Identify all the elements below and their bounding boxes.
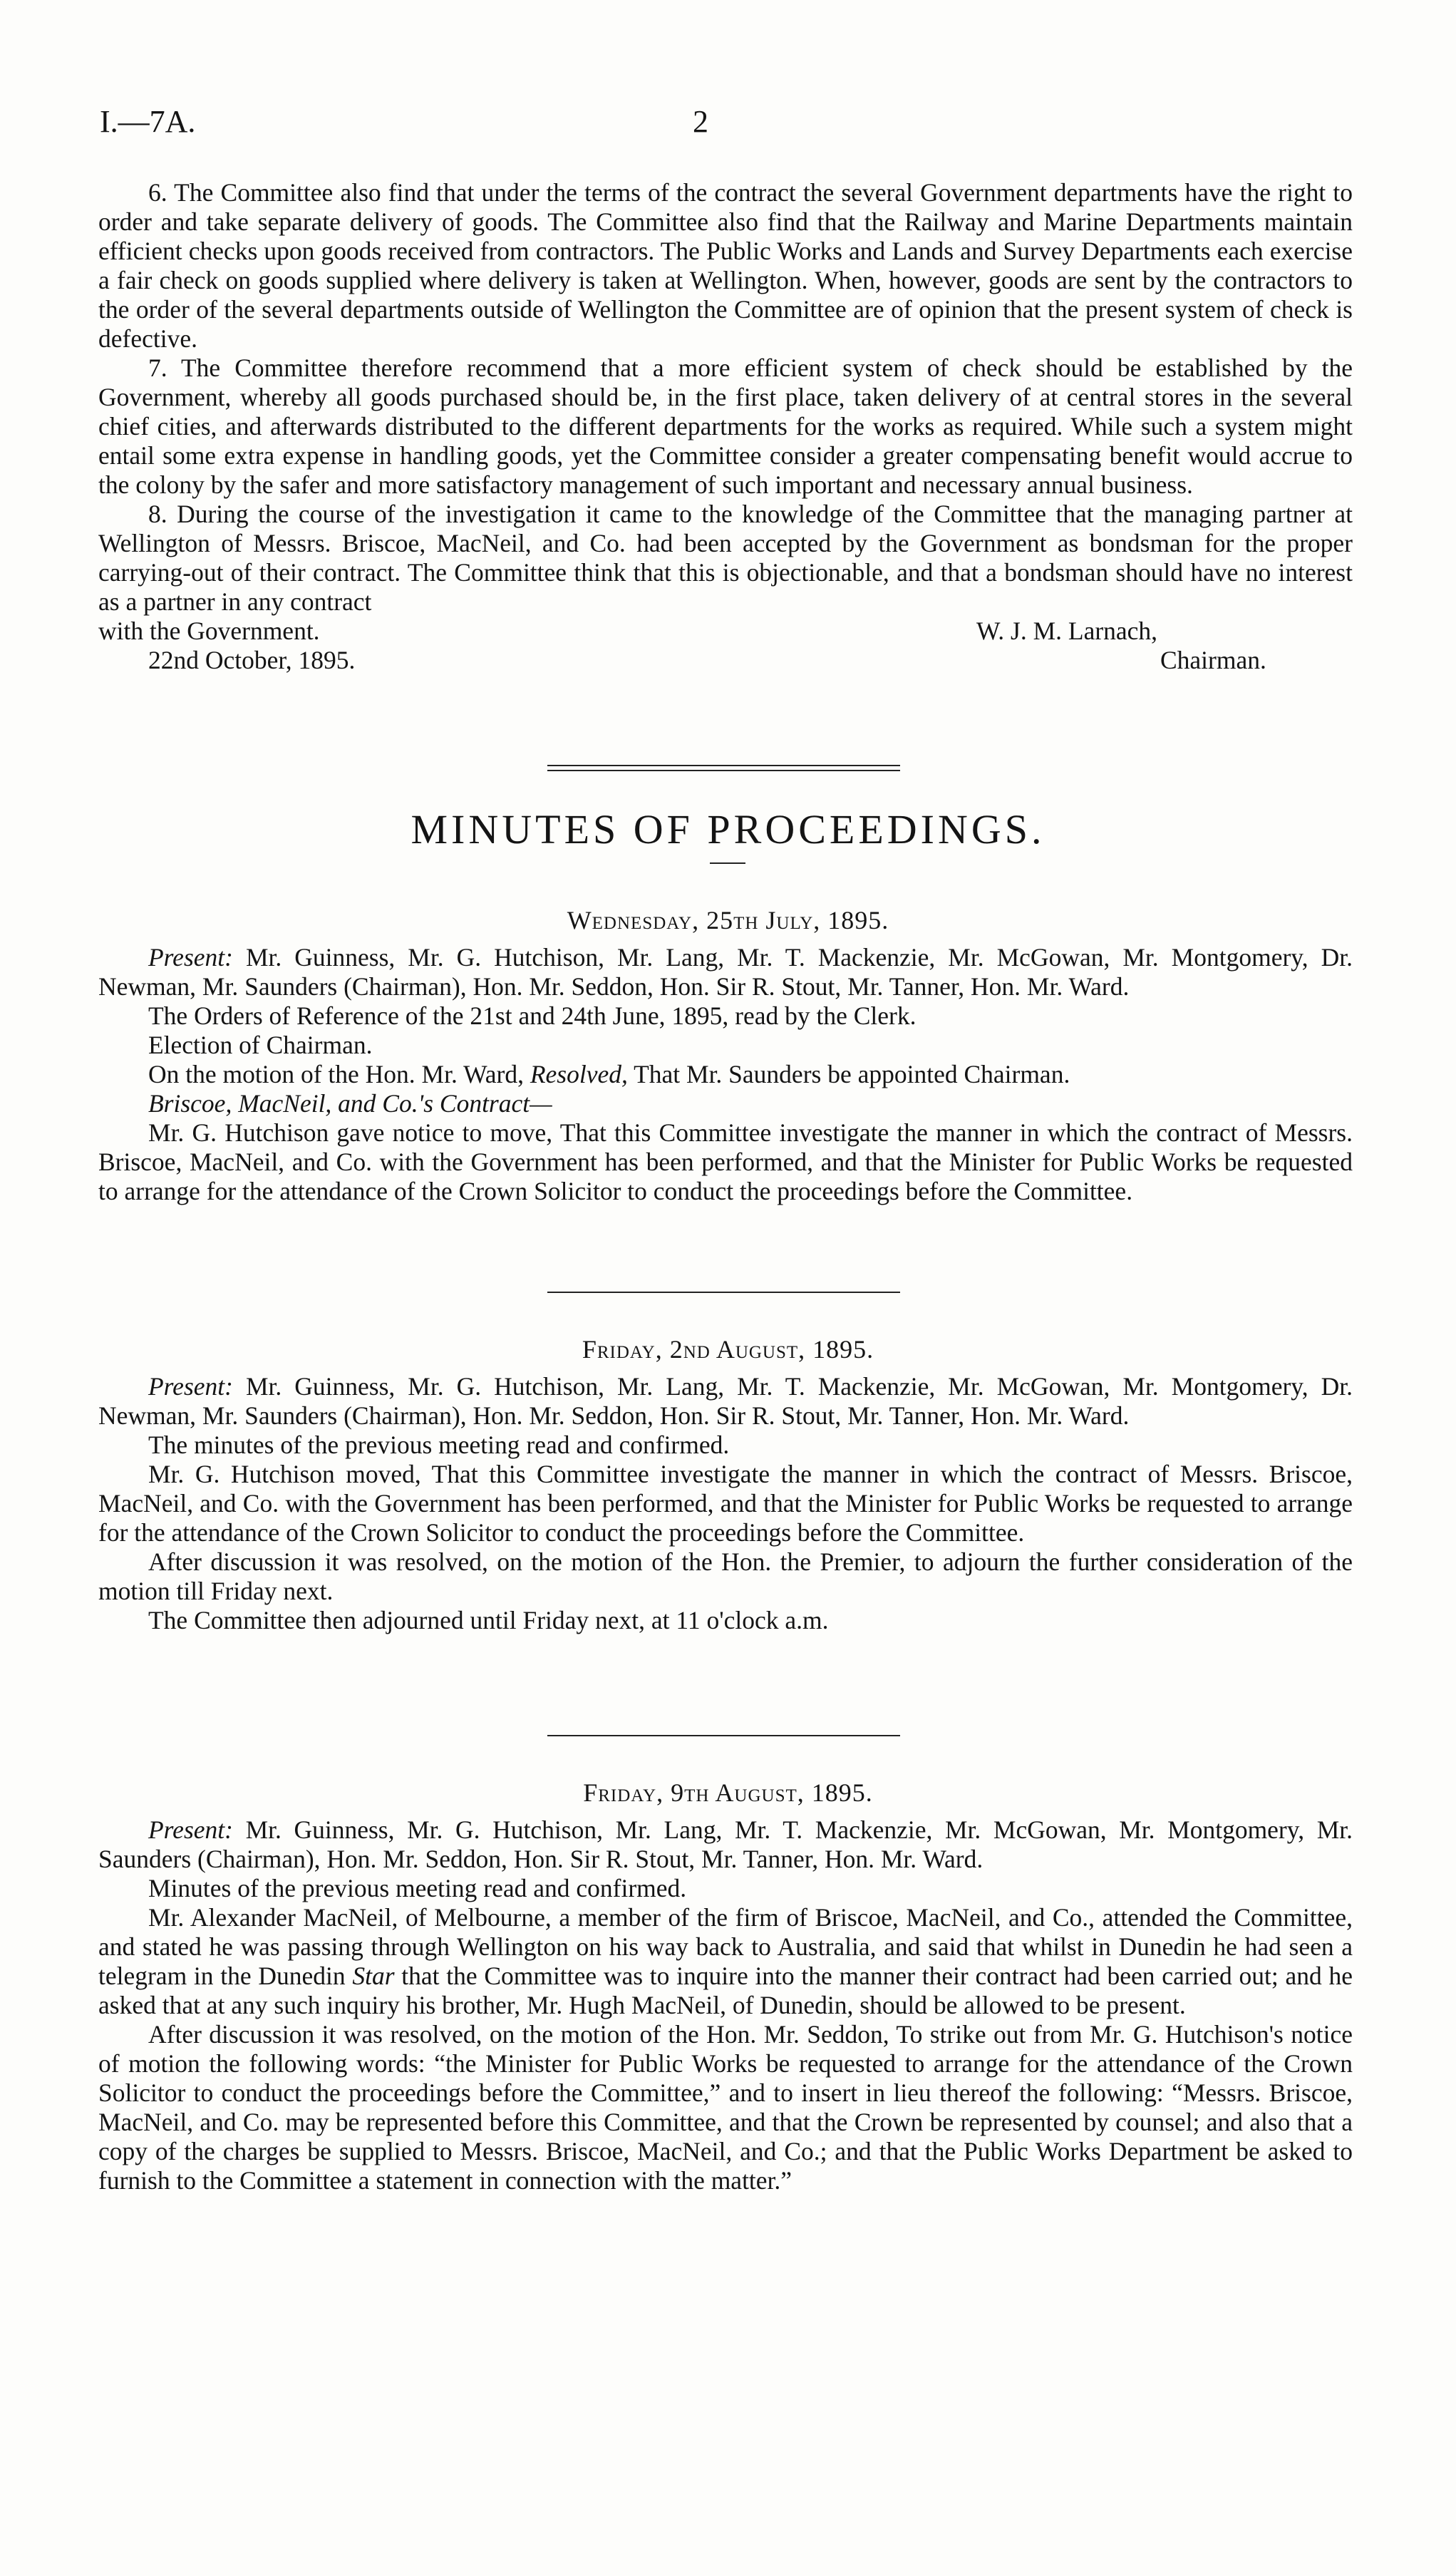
session-date: Friday, 2nd August, 1895. bbox=[582, 1335, 874, 1364]
minute-entry: Mr. G. Hutchison moved, That this Committee investigate the manner in which the contract of Messrs. Briscoe, MacNeil, and Co. with the Government has been performed, and that the Minister for Public Works be requested to arrange for the attendance of the Crown Solicitor to conduct the proceedings before the Committee. bbox=[98, 1460, 1353, 1547]
present-label: Present: bbox=[148, 1372, 233, 1401]
session-date: Friday, 9th August, 1895. bbox=[583, 1778, 873, 1807]
minutes-title: MINUTES OF PROCEEDINGS. bbox=[411, 806, 1045, 852]
session-divider bbox=[547, 1735, 900, 1736]
report-section bbox=[98, 178, 1353, 675]
newspaper-name: Star bbox=[352, 1962, 395, 1990]
session-2 bbox=[98, 1372, 1353, 1635]
minute-entry: The Orders of Reference of the 21st and 24th June, 1895, read by the Clerk. bbox=[148, 1001, 917, 1030]
parliamentary-paper-ref: I.—7A. bbox=[100, 104, 196, 139]
minute-entry bbox=[98, 1903, 1353, 2020]
closing-line bbox=[98, 617, 1353, 646]
minute-entry: Minutes of the previous meeting read and confirmed. bbox=[148, 1874, 687, 1902]
minute-entry: The Committee then adjourned until Friday next, at 11 o'clock a.m. bbox=[148, 1606, 829, 1634]
minute-text: Mr. Alexander MacNeil, of Melbourne, a member of the firm of Briscoe, MacNeil, and Co., attended the Committee, and stated he was passing through Wellington on his way back to Australia, and said that whilst in Dunedin he had seen a telegram in the Dunedin bbox=[98, 1903, 1353, 1990]
present-members: Mr. Guinness, Mr. G. Hutchison, Mr. Lang, Mr. T. Mackenzie, Mr. McGowan, Mr. Montgomery, Dr. Newman, Mr. Saunders (Chairman), Hon. Mr. Seddon, Hon. Sir R. Stout, Mr. Tanner, Hon. Mr. Ward. bbox=[98, 943, 1353, 1001]
session-divider bbox=[547, 1292, 900, 1293]
title-underline bbox=[710, 862, 745, 864]
attendance bbox=[98, 1815, 1353, 1874]
minute-entry: After discussion it was resolved, on the motion of the Hon. the Premier, to adjourn the further consideration of the motion till Friday next. bbox=[98, 1547, 1353, 1605]
closing-text: with the Government. bbox=[98, 617, 320, 645]
minute-entry bbox=[98, 1060, 1353, 1089]
minute-entry: Election of Chairman. bbox=[148, 1031, 373, 1059]
minute-entry: Mr. G. Hutchison gave notice to move, That this Committee investigate the manner in which the contract of Messrs. Briscoe, MacNeil, and Co. with the Government has been performed, and that the Minister for Public Works be requested to arrange for the attendance of the Crown Solicitor to conduct the proceedings before the Committee. bbox=[98, 1118, 1353, 1205]
minute-text: On the motion of the Hon. Mr. Ward, bbox=[148, 1060, 530, 1088]
minute-entry: After discussion it was resolved, on the motion of the Hon. Mr. Seddon, To strike out from Mr. G. Hutchison's notice of motion the following words: “the Minister for Public Works be requested to arrange for the attendance of the Crown Solicitor to conduct the proceedings before the Committee,” and to insert in lieu thereof the following: “Messrs. Briscoe, MacNeil, and Co. may be represented before this Committee, and that the Crown be represented by counsel; and also that a copy of the charges be supplied to Messrs. Briscoe, MacNeil, and Co.; and that the Public Works Department be asked to furnish to the Committee a statement in connection with the matter.” bbox=[98, 2020, 1353, 2195]
report-date: 22nd October, 1895. bbox=[148, 646, 356, 674]
report-paragraph-6: 6. The Committee also find that under the terms of the contract the several Government departments have the right to order and take separate delivery of goods. The Committee also find that the Railway and Marine Departments maintain efficient checks upon goods received from contractors. The Public Works and Lands and Survey Departments each exercise a fair check on goods supplied where delivery is taken at Wellington. When, however, goods are sent by the contractors to the order of the several departments outside of Wellington the Committee are of opinion that the present system of check is defective. bbox=[98, 178, 1353, 353]
minute-entry: The minutes of the previous meeting read and confirmed. bbox=[148, 1431, 730, 1459]
report-paragraph-7: 7. The Committee therefore recommend that a more efficient system of check should be established by the Government, whereby all goods purchased should be, in the first place, taken delivery of at central stores in the several chief cities, and afterwards distributed to the different departments for the works as required. While such a system might entail some extra expense in handling goods, yet the Committee consider a greater compensating benefit would accrue to the colony by the safer and more satisfactory management of such important and necessary annual business. bbox=[98, 354, 1353, 499]
section-divider bbox=[547, 770, 900, 771]
present-members: Mr. Guinness, Mr. G. Hutchison, Mr. Lang, Mr. T. Mackenzie, Mr. McGowan, Mr. Montgomery, Mr. Saunders (Chairman), Hon. Mr. Seddon, Hon. Sir R. Stout, Mr. Tanner, Hon. Mr. Ward. bbox=[98, 1815, 1353, 1873]
present-label: Present: bbox=[148, 1815, 233, 1844]
minute-text: that the Committee was to inquire into the manner their contract had been carried out; and he asked that at any such inquiry his brother, Mr. Hugh MacNeil, of Dunedin, should be allowed to be present. bbox=[98, 1962, 1353, 2019]
present-members: Mr. Guinness, Mr. G. Hutchison, Mr. Lang, Mr. T. Mackenzie, Mr. McGowan, Mr. Montgomery, Dr. Newman, Mr. Saunders (Chairman), Hon. Mr. Seddon, Hon. Sir R. Stout, Mr. Tanner, Hon. Mr. Ward. bbox=[98, 1372, 1353, 1430]
attendance bbox=[98, 943, 1353, 1001]
session-date: Wednesday, 25th July, 1895. bbox=[567, 906, 889, 934]
attendance bbox=[98, 1372, 1353, 1431]
report-paragraph-8: 8. During the course of the investigation it came to the knowledge of the Committee that the managing partner at Wellington of Messrs. Briscoe, MacNeil, and Co. had been accepted by the Government as bondsman for the proper carrying-out of their contract. The Committee think that this is objectionable, and that a bondsman should have no interest as a partner in any contract bbox=[98, 500, 1353, 616]
signatory-name: W. J. M. Larnach, bbox=[976, 617, 1158, 645]
present-label: Present: bbox=[148, 943, 233, 972]
session-3 bbox=[98, 1815, 1353, 2195]
section-divider bbox=[547, 765, 900, 766]
page-number: 2 bbox=[693, 104, 708, 139]
signature-block bbox=[98, 646, 1353, 675]
signatory-title: Chairman. bbox=[1160, 646, 1266, 674]
session-1 bbox=[98, 943, 1353, 1206]
resolved-label: Resolved, bbox=[530, 1060, 628, 1088]
minute-entry bbox=[98, 1089, 1353, 1118]
contract-heading: Briscoe, MacNeil, and Co.'s Contract— bbox=[148, 1089, 552, 1118]
minute-text: That Mr. Saunders be appointed Chairman. bbox=[627, 1060, 1070, 1088]
